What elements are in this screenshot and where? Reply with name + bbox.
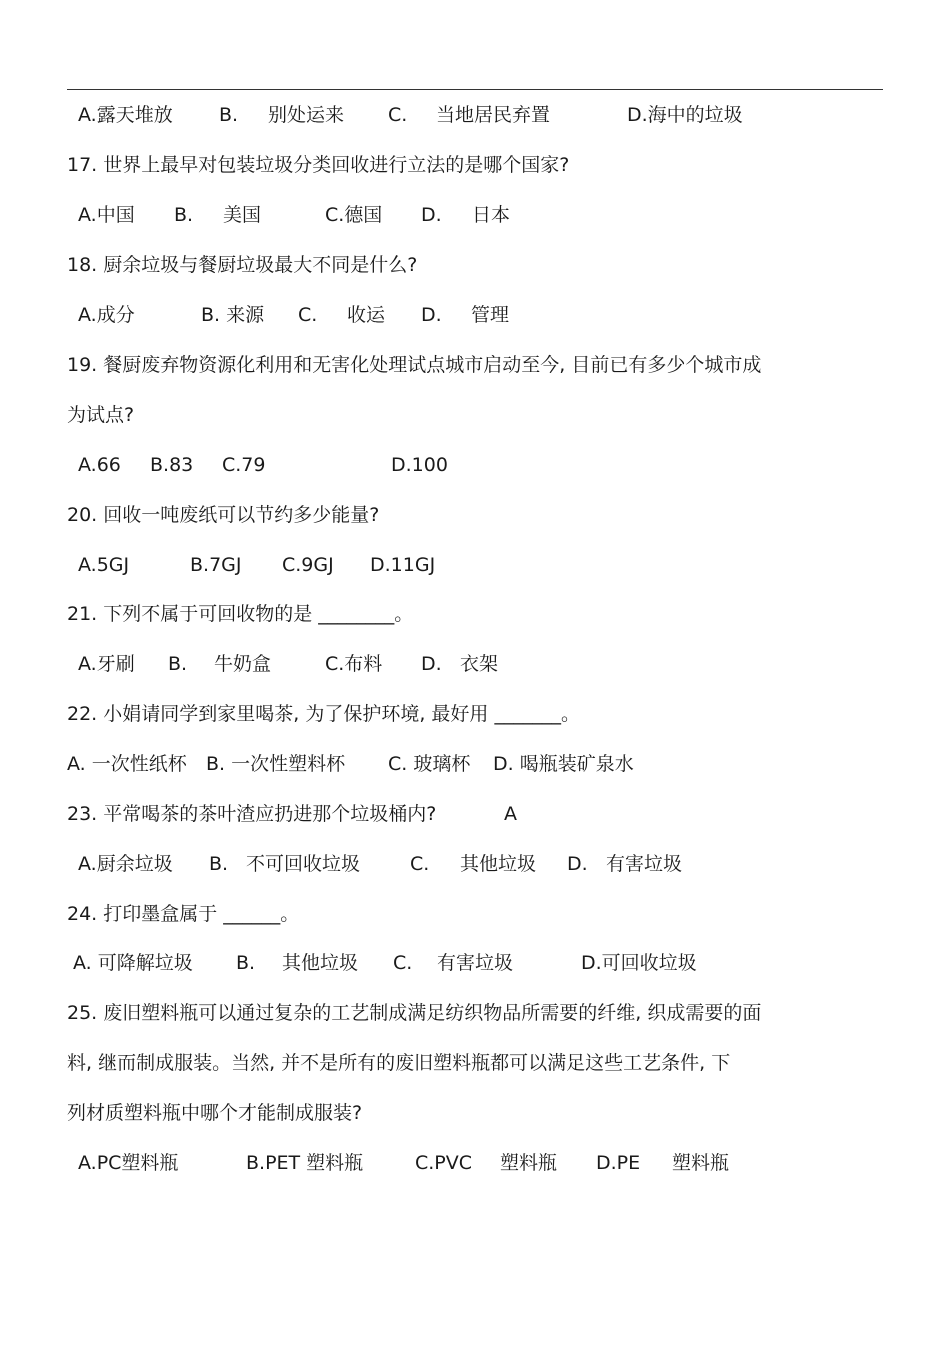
option-c: C.9GJ bbox=[282, 554, 334, 576]
option-c-text: 其他垃圾 bbox=[460, 853, 537, 875]
option-b-letter: B. bbox=[168, 653, 188, 675]
option-b-text: 牛奶盒 bbox=[214, 653, 272, 675]
option-d-letter: D. bbox=[421, 204, 442, 226]
q25-options bbox=[0, 1150, 950, 1176]
option-a: A. 可降解垃圾 bbox=[73, 952, 193, 974]
option-b-text: 不可回收垃圾 bbox=[246, 853, 361, 875]
option-a: A.66 bbox=[78, 454, 121, 476]
header-rule bbox=[67, 89, 883, 90]
option-d-text: 衣架 bbox=[460, 653, 499, 675]
option-b-text: 别处运来 bbox=[268, 104, 345, 126]
option-c: C. 玻璃杯 bbox=[388, 753, 471, 775]
option-c-letter: C. bbox=[298, 304, 318, 326]
option-c-letter: C.PVC bbox=[415, 1152, 473, 1174]
option-b: B.PET 塑料瓶 bbox=[246, 1152, 364, 1174]
option-c-text: 当地居民弃置 bbox=[436, 104, 551, 126]
option-c-text: 收运 bbox=[347, 304, 386, 326]
q18-options bbox=[0, 302, 950, 328]
option-d: D.海中的垃圾 bbox=[627, 104, 743, 126]
option-a: A.露天堆放 bbox=[78, 104, 173, 126]
option-c-text: 有害垃圾 bbox=[437, 952, 514, 974]
q23-options bbox=[0, 851, 950, 877]
option-c-text: 塑料瓶 bbox=[500, 1152, 558, 1174]
option-b-letter: B. bbox=[174, 204, 194, 226]
option-b: B. 来源 bbox=[201, 304, 265, 326]
option-d: D.可回收垃圾 bbox=[581, 952, 697, 974]
option-a: A.牙刷 bbox=[78, 653, 135, 675]
option-c-letter: C. bbox=[388, 104, 408, 126]
question-25-line-1: 25. 废旧塑料瓶可以通过复杂的工艺制成满足纺织物品所需要的纤维, 织成需要的面 bbox=[67, 1002, 762, 1024]
option-c: C.德国 bbox=[325, 204, 383, 226]
option-d-text: 管理 bbox=[471, 304, 510, 326]
question-23: 23. 平常喝茶的茶叶渣应扔进那个垃圾桶内? bbox=[67, 803, 437, 825]
option-b-text: 其他垃圾 bbox=[282, 952, 359, 974]
option-a: A.PC塑料瓶 bbox=[78, 1152, 179, 1174]
option-b-text: 美国 bbox=[223, 204, 262, 226]
q16-options bbox=[0, 102, 950, 128]
option-b: B.83 bbox=[150, 454, 194, 476]
question-20: 20. 回收一吨废纸可以节约多少能量? bbox=[67, 504, 380, 526]
option-a: A.中国 bbox=[78, 204, 135, 226]
option-c: C.79 bbox=[222, 454, 266, 476]
q20-options bbox=[0, 552, 950, 578]
option-d: D. 喝瓶装矿泉水 bbox=[493, 753, 634, 775]
question-18: 18. 厨余垃圾与餐厨垃圾最大不同是什么? bbox=[67, 254, 418, 276]
question-23-row bbox=[0, 801, 950, 827]
answer-mark: A bbox=[504, 803, 517, 825]
option-d-text: 有害垃圾 bbox=[606, 853, 683, 875]
question-19-line-1: 19. 餐厨废弃物资源化利用和无害化处理试点城市启动至今, 目前已有多少个城市成 bbox=[67, 354, 762, 376]
option-a: A.成分 bbox=[78, 304, 135, 326]
option-b-letter: B. bbox=[209, 853, 229, 875]
option-a: A. 一次性纸杯 bbox=[67, 753, 187, 775]
option-b: B.7GJ bbox=[190, 554, 242, 576]
option-d-letter: D. bbox=[421, 653, 442, 675]
option-d-letter: D. bbox=[567, 853, 588, 875]
option-b: B. 一次性塑料杯 bbox=[206, 753, 346, 775]
option-c-letter: C. bbox=[410, 853, 430, 875]
q17-options bbox=[0, 202, 950, 228]
question-25-line-2: 料, 继而制成服装。当然, 并不是所有的废旧塑料瓶都可以满足这些工艺条件, 下 bbox=[67, 1052, 731, 1074]
option-b-letter: B. bbox=[219, 104, 239, 126]
q21-options bbox=[0, 651, 950, 677]
option-d-text: 日本 bbox=[472, 204, 511, 226]
q19-options bbox=[0, 452, 950, 478]
question-19-line-2: 为试点? bbox=[67, 404, 135, 426]
option-c-letter: C. bbox=[393, 952, 413, 974]
option-d: D.100 bbox=[391, 454, 448, 476]
option-c: C.布料 bbox=[325, 653, 383, 675]
question-21: 21. 下列不属于可回收物的是 ________。 bbox=[67, 603, 414, 625]
option-d-letter: D.PE bbox=[596, 1152, 641, 1174]
option-a: A.厨余垃圾 bbox=[78, 853, 173, 875]
option-d-text: 塑料瓶 bbox=[672, 1152, 730, 1174]
q24-options bbox=[0, 950, 950, 976]
question-24: 24. 打印墨盒属于 ______。 bbox=[67, 903, 300, 925]
option-a: A.5GJ bbox=[78, 554, 130, 576]
question-17: 17. 世界上最早对包装垃圾分类回收进行立法的是哪个国家? bbox=[67, 154, 570, 176]
option-d-letter: D. bbox=[421, 304, 442, 326]
option-d: D.11GJ bbox=[370, 554, 436, 576]
question-22: 22. 小娟请同学到家里喝茶, 为了保护环境, 最好用 _______。 bbox=[67, 703, 580, 725]
question-25-line-3: 列材质塑料瓶中哪个才能制成服装? bbox=[67, 1102, 363, 1124]
q22-options bbox=[0, 751, 950, 777]
option-b-letter: B. bbox=[236, 952, 256, 974]
